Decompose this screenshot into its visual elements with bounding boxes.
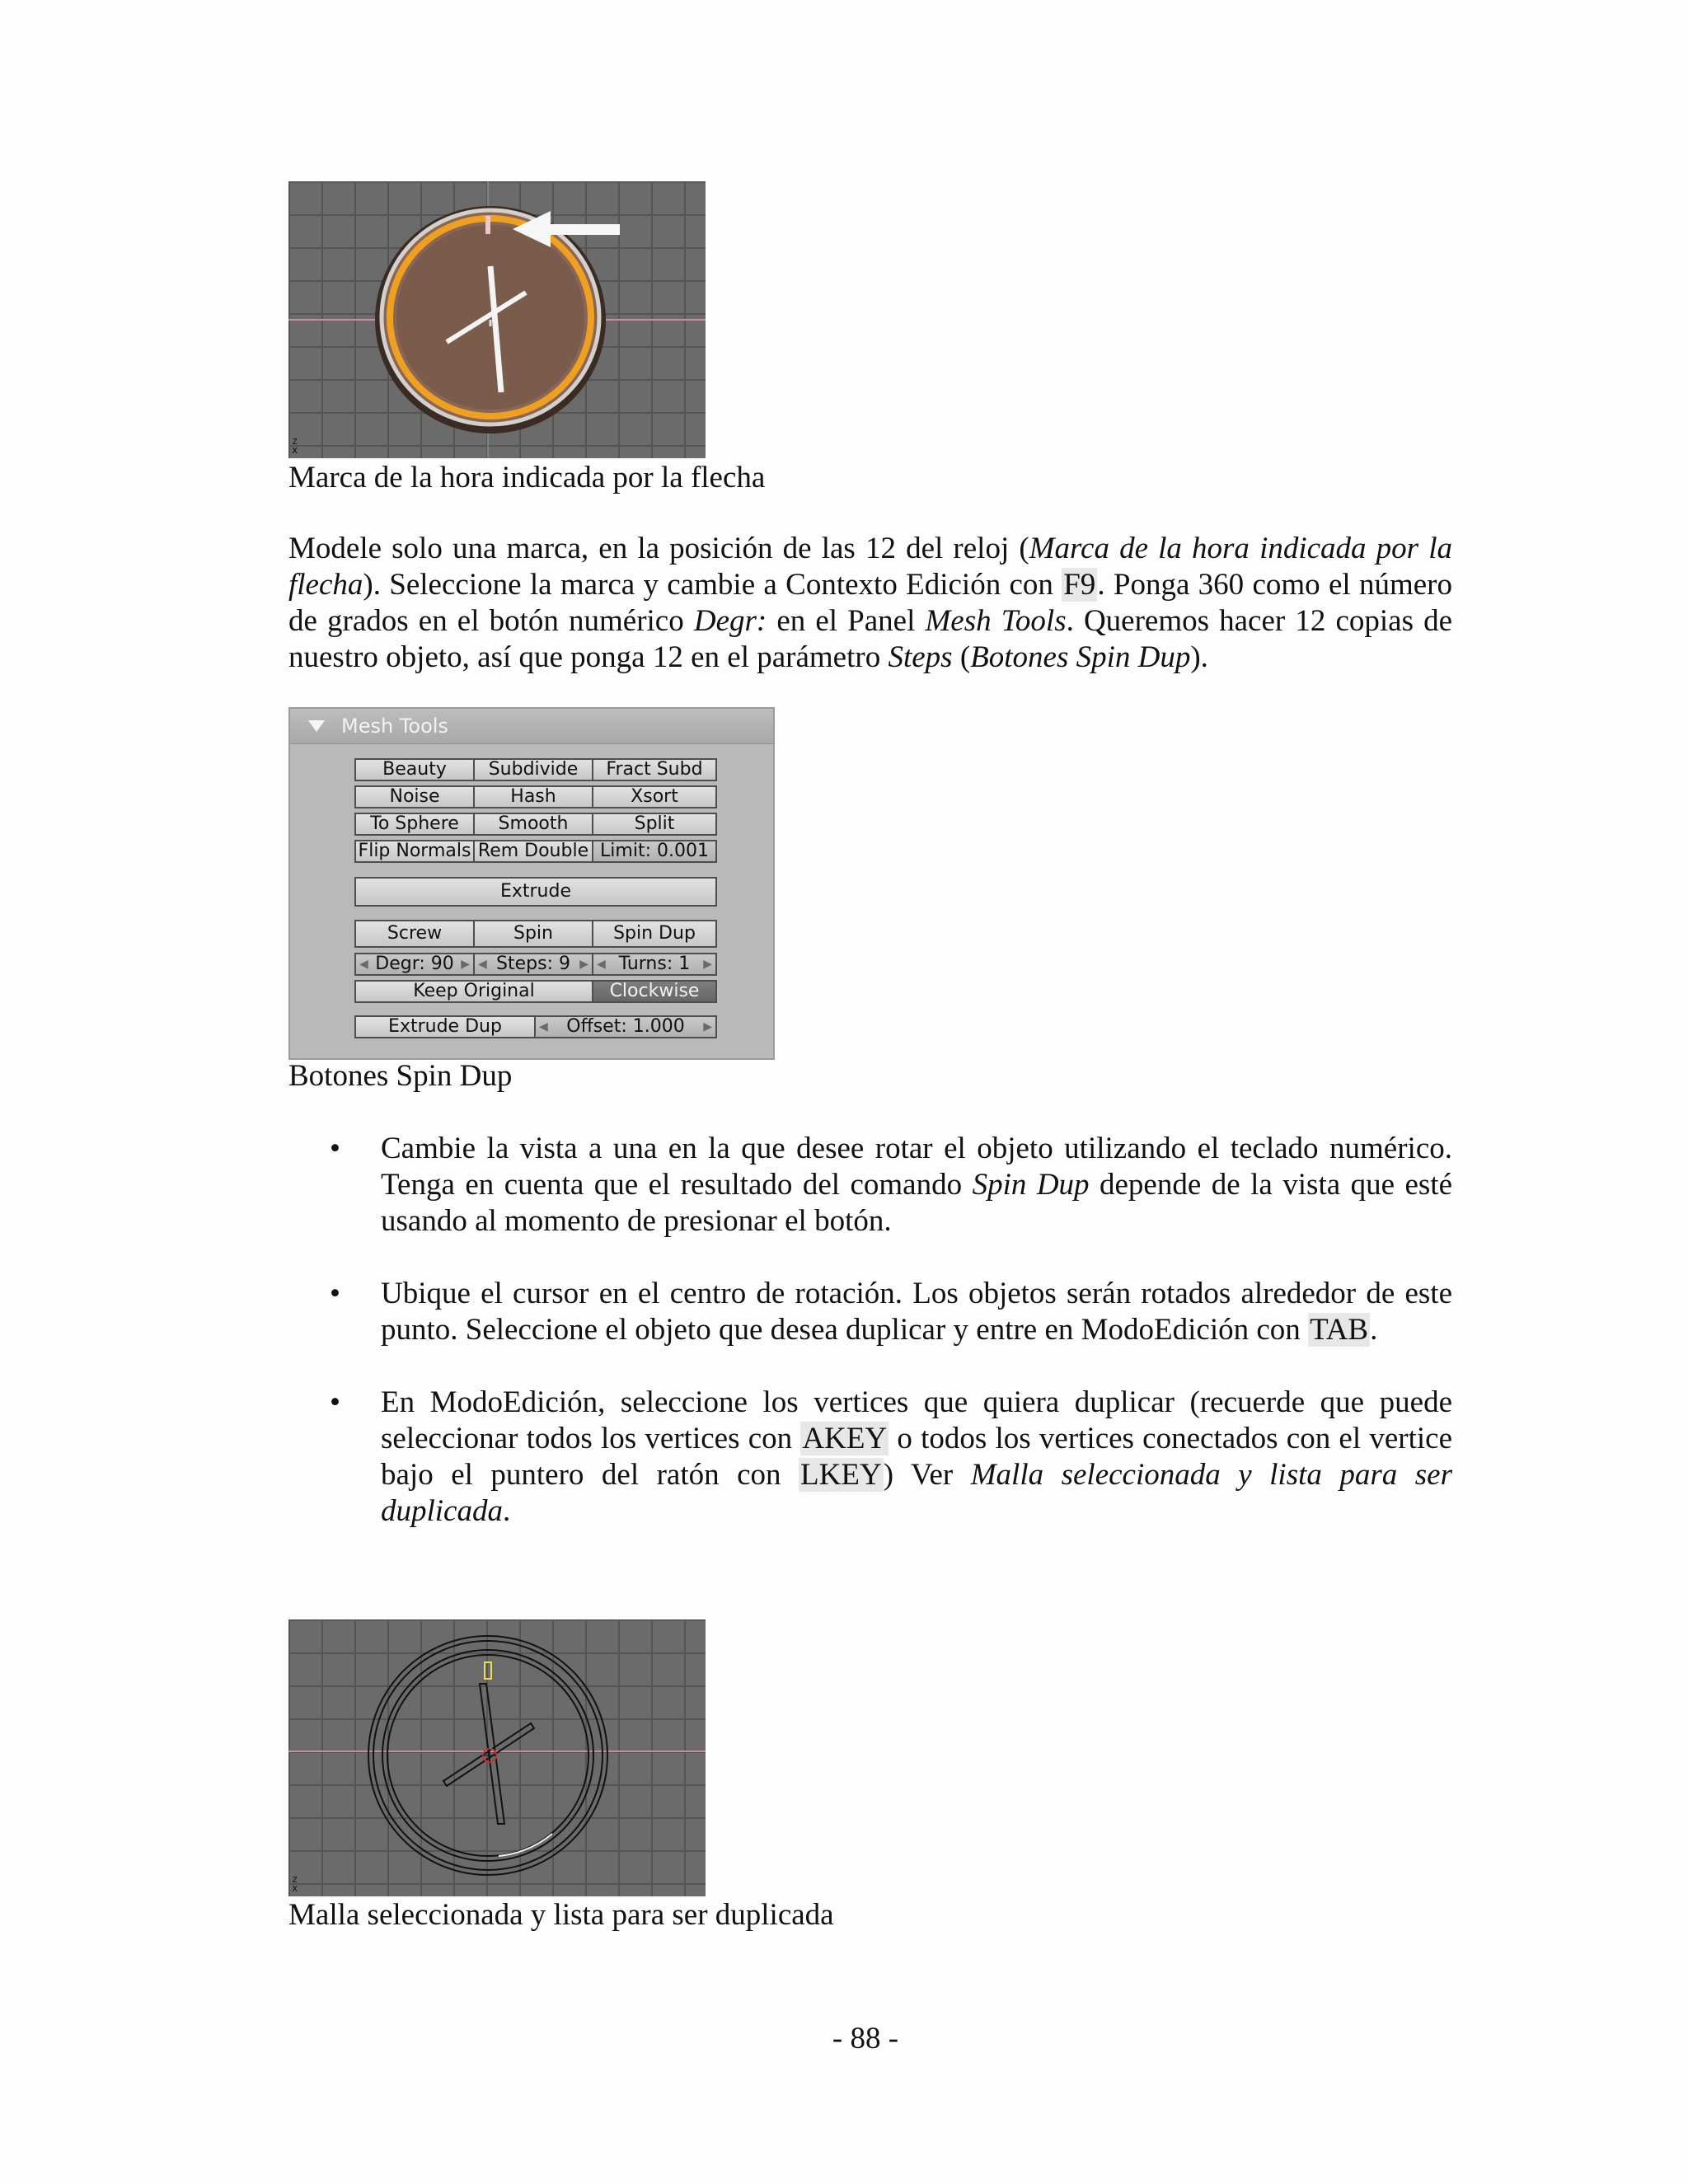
key-f9: F9 bbox=[1063, 568, 1096, 602]
figure-caption: Botones Spin Dup bbox=[288, 1059, 513, 1093]
xsort-button[interactable]: Xsort bbox=[592, 785, 717, 808]
panel-header[interactable] bbox=[290, 709, 773, 744]
extrude-button[interactable]: Extrude bbox=[354, 877, 717, 907]
decrement-arrow-icon[interactable]: ◀ bbox=[359, 958, 368, 971]
split-button[interactable]: Split bbox=[592, 813, 717, 836]
decrement-arrow-icon[interactable]: ◀ bbox=[597, 958, 606, 971]
panel-title: Mesh Tools bbox=[341, 715, 448, 738]
list-item: • En ModoEdición, seleccione los vertices que quiera duplicar (recuerde que puede seleccionar todos los vertices con AKEY o todos los vertices conectados con el vertice bajo el puntero del ratón con LKEY) Ver Malla seleccionada y lista para ser duplicada. bbox=[330, 1385, 1453, 1528]
smooth-button[interactable]: Smooth bbox=[473, 813, 593, 836]
list-item: • Cambie la vista a una en la que desee rotar el objeto utilizando el teclado numérico. Tenga en cuenta que el resultado del comando Spin Dup depende de la vista que esté usando al momento de presionar el botón. bbox=[330, 1132, 1453, 1238]
figure-caption: Malla seleccionada y lista para ser duplicada bbox=[288, 1898, 834, 1932]
key-akey: AKEY bbox=[802, 1422, 888, 1455]
noise-button[interactable]: Noise bbox=[354, 785, 475, 808]
clockwise-toggle[interactable]: Clockwise bbox=[592, 980, 717, 1003]
extrude-dup-button[interactable]: Extrude Dup bbox=[354, 1015, 536, 1038]
subdivide-button[interactable]: Subdivide bbox=[473, 758, 593, 781]
collapse-triangle-icon[interactable] bbox=[308, 720, 325, 732]
increment-arrow-icon[interactable]: ▶ bbox=[703, 958, 712, 971]
axis-indicator: z x bbox=[292, 435, 298, 456]
increment-arrow-icon[interactable]: ▶ bbox=[461, 958, 470, 971]
turns-field[interactable]: ◀ Turns: 1 ▶ bbox=[592, 953, 717, 976]
fract-subd-button[interactable]: Fract Subd bbox=[592, 758, 717, 781]
screw-button[interactable]: Screw bbox=[354, 920, 475, 948]
clock-render-image bbox=[288, 181, 706, 458]
steps-field[interactable]: ◀ Steps: 9 ▶ bbox=[473, 953, 593, 976]
bullet-list bbox=[330, 1131, 1453, 1530]
bullet-marker: • bbox=[330, 1277, 340, 1310]
hash-button[interactable]: Hash bbox=[473, 785, 593, 808]
mesh-tools-panel bbox=[288, 707, 775, 1060]
key-lkey: LKEY bbox=[800, 1458, 882, 1492]
spin-dup-button[interactable]: Spin Dup bbox=[592, 920, 717, 948]
rem-double-button[interactable]: Rem Double bbox=[473, 840, 593, 863]
keep-original-toggle[interactable]: Keep Original bbox=[354, 980, 593, 1003]
axis-indicator: z x bbox=[292, 1873, 298, 1894]
to-sphere-button[interactable]: To Sphere bbox=[354, 813, 475, 836]
spin-button[interactable]: Spin bbox=[473, 920, 593, 948]
key-tab: TAB bbox=[1310, 1313, 1369, 1347]
flip-normals-button[interactable]: Flip Normals bbox=[354, 840, 475, 863]
increment-arrow-icon[interactable]: ▶ bbox=[703, 1020, 712, 1033]
limit-field[interactable]: Limit: 0.001 bbox=[592, 840, 717, 863]
decrement-arrow-icon[interactable]: ◀ bbox=[539, 1020, 548, 1033]
wireframe-mesh-image bbox=[288, 1619, 706, 1896]
beauty-button[interactable]: Beauty bbox=[354, 758, 475, 781]
figure-caption: Marca de la hora indicada por la flecha bbox=[288, 461, 766, 494]
bullet-marker: • bbox=[330, 1385, 340, 1419]
increment-arrow-icon[interactable]: ▶ bbox=[579, 958, 588, 971]
offset-field[interactable]: ◀ Offset: 1.000 ▶ bbox=[534, 1015, 717, 1038]
list-item: • Ubique el cursor en el centro de rotación. Los objetos serán rotados alrededor de este punto. Seleccione el objeto que desea duplicar y entre en ModoEdición con TAB. bbox=[330, 1277, 1452, 1347]
body-paragraph: Modele solo una marca, en la posición de las 12 del reloj (Marca de la hora indicada por la flecha). Seleccione la marca y cambie a Contexto Edición con F9. Ponga 360 como el número de grados en el botón numérico Degr: en el Panel Mesh Tools. Queremos hacer 12 copias de nuestro objeto, así que ponga 12 en el parámetro Steps (Botones Spin Dup). bbox=[288, 532, 1452, 674]
page-number: - 88 - bbox=[832, 2022, 899, 2055]
wireframe-mesh-svg bbox=[288, 1619, 706, 1896]
clock-render-svg bbox=[288, 181, 706, 458]
degr-field[interactable]: ◀ Degr: 90 ▶ bbox=[354, 953, 475, 976]
bullet-marker: • bbox=[330, 1132, 340, 1165]
decrement-arrow-icon[interactable]: ◀ bbox=[478, 958, 487, 971]
